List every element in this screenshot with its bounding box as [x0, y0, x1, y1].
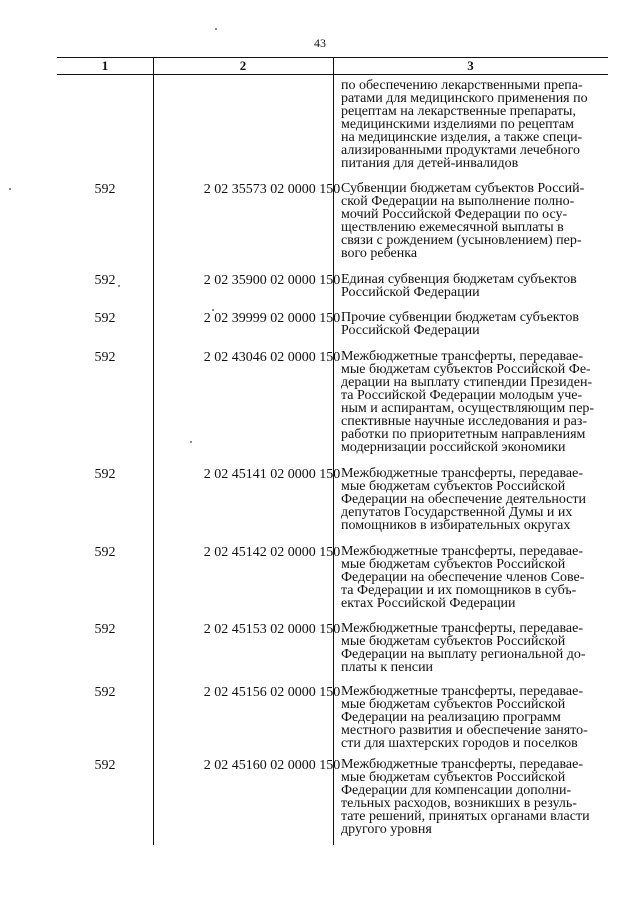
row-code: 592	[94, 467, 116, 482]
row-description: Межбюджетные трансферты, передавае- мые бюджетам субъектов Российской Фе- дерации на выплату стипендии Президен- та Российской Федерации молодым уче- ным и аспирантам, осуществляющим пер- спективные научные исследования и раз- работки по приоритетным направлениям модернизации российской экономики	[341, 349, 595, 455]
row-code: 592	[94, 685, 116, 700]
row-description: Единая субвенция бюджетам субъектов Российской Федерации	[341, 272, 577, 300]
row-description: Межбюджетные трансферты, передавае- мые бюджетам субъектов Российской Федерации на реализацию программ местного развития и обеспечение занято- сти для шахтерских городов и поселков	[341, 684, 588, 751]
header-col-1: 1	[101, 58, 109, 73]
scan-speck	[9, 188, 11, 190]
header-col-2: 2	[239, 58, 247, 73]
row-kbk: 2 02 45142 02 0000 150	[203, 545, 341, 560]
row-kbk: 2 02 45153 02 0000 150	[203, 622, 341, 637]
row-kbk: 2 02 39999 02 0000 150	[203, 311, 341, 326]
header-col-3: 3	[467, 58, 474, 73]
row-code: 592	[94, 311, 116, 326]
row-code: 592	[94, 758, 116, 773]
row-kbk: 2 02 45156 02 0000 150	[203, 685, 341, 700]
row-code: 592	[94, 622, 116, 637]
row-description: Прочие субвенции бюджетам субъектов Российской Федерации	[341, 310, 579, 338]
column-divider-1	[153, 57, 154, 845]
row-kbk: 2 02 43046 02 0000 150	[203, 350, 341, 365]
row-description: Субвенции бюджетам субъектов Россий- ской Федерации на выполнение полно- мочий Российской Федерации по осу- ществлению ежемесячной выплаты в связи с рождением (усыновлением) пер- вого ребенка	[341, 181, 585, 261]
row-description: Межбюджетные трансферты, передавае- мые бюджетам субъектов Российской Федерации для компенсации дополни- тельных расходов, возникших в резуль- тате решений, принятых органами власти другого уровня	[341, 757, 590, 837]
row-kbk: 2 02 35900 02 0000 150	[203, 273, 341, 288]
row-description: по обеспечению лекарственными препа- ратами для медицинского применения по рецептам на лекарственные препараты, медицинскими изделиями по рецептам на медицинские изделия, а также специ- ализированными продуктами лечебного питания для детей-инвалидов	[341, 78, 588, 171]
row-kbk: 2 02 45160 02 0000 150	[203, 758, 341, 773]
row-description: Межбюджетные трансферты, передавае- мые бюджетам субъектов Российской Федерации на обеспечение членов Сове- та Федерации и их помощников в субъ- ектах Российской Федерации	[341, 544, 585, 611]
row-kbk: 2 02 35573 02 0000 150	[203, 182, 341, 197]
scan-speck	[215, 28, 217, 30]
column-divider-2	[333, 57, 334, 845]
row-code: 592	[94, 350, 116, 365]
row-code: 592	[94, 182, 116, 197]
page-number: 43	[314, 36, 326, 50]
row-description: Межбюджетные трансферты, передавае- мые бюджетам субъектов Российской Федерации на выплату региональной до- платы к пенсии	[341, 621, 586, 675]
scan-speck	[212, 309, 214, 311]
scan-speck	[118, 285, 120, 287]
row-code: 592	[94, 545, 116, 560]
scan-speck	[190, 441, 192, 443]
row-description: Межбюджетные трансферты, передавае- мые бюджетам субъектов Российской Федерации на обеспечение деятельности депутатов Государственной Думы и их помощников в избирательных округах	[341, 466, 586, 533]
row-kbk: 2 02 45141 02 0000 150	[203, 467, 341, 482]
row-code: 592	[94, 273, 116, 288]
